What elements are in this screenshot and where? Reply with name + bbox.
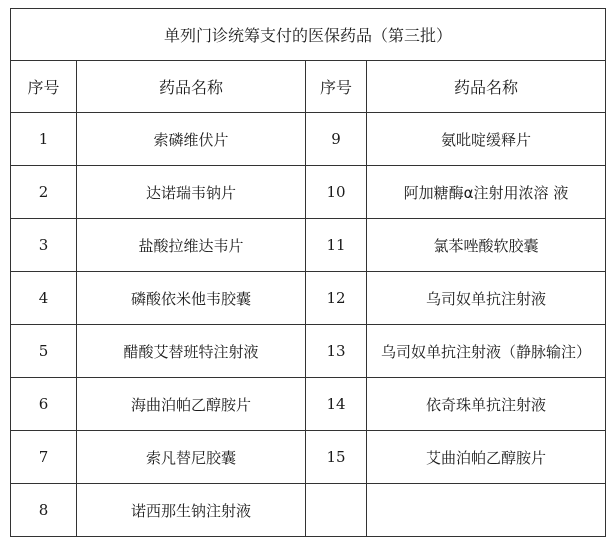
seq-cell-left: 4 xyxy=(11,272,77,325)
seq-cell-right: 12 xyxy=(306,272,367,325)
drug-name-cell-right xyxy=(367,484,606,537)
table-row xyxy=(11,166,606,219)
drug-name-cell-left: 索凡替尼胶囊 xyxy=(77,431,306,484)
drug-name-cell-right: 依奇珠单抗注射液 xyxy=(367,378,606,431)
seq-cell-left: 8 xyxy=(11,484,77,537)
seq-cell-left: 2 xyxy=(11,166,77,219)
seq-cell-left: 1 xyxy=(11,113,77,166)
table-title-row xyxy=(11,9,606,61)
column-header-drug-name-right: 药品名称 xyxy=(367,61,606,113)
drug-name-cell-right: 艾曲泊帕乙醇胺片 xyxy=(367,431,606,484)
seq-cell-right xyxy=(306,484,367,537)
seq-cell-left: 5 xyxy=(11,325,77,378)
table-title: 单列门诊统筹支付的医保药品（第三批） xyxy=(11,9,606,61)
seq-cell-right: 9 xyxy=(306,113,367,166)
drug-list-table xyxy=(10,8,606,537)
drug-name-cell-right: 氨吡啶缓释片 xyxy=(367,113,606,166)
drug-name-cell-right: 乌司奴单抗注射液（静脉输注） xyxy=(367,325,606,378)
seq-cell-right: 10 xyxy=(306,166,367,219)
table-row xyxy=(11,219,606,272)
drug-name-cell-right: 氯苯唑酸软胶囊 xyxy=(367,219,606,272)
seq-cell-right: 14 xyxy=(306,378,367,431)
drug-name-cell-left: 磷酸依米他韦胶囊 xyxy=(77,272,306,325)
table-row xyxy=(11,325,606,378)
column-header-seq-left: 序号 xyxy=(11,61,77,113)
drug-name-cell-left: 盐酸拉维达韦片 xyxy=(77,219,306,272)
drug-name-cell-right: 乌司奴单抗注射液 xyxy=(367,272,606,325)
drug-name-cell-left: 醋酸艾替班特注射液 xyxy=(77,325,306,378)
table-row xyxy=(11,378,606,431)
seq-cell-right: 13 xyxy=(306,325,367,378)
seq-cell-left: 6 xyxy=(11,378,77,431)
drug-name-cell-left: 索磷维伏片 xyxy=(77,113,306,166)
column-header-seq-right: 序号 xyxy=(306,61,367,113)
drug-name-cell-right: 阿加糖酶α注射用浓溶 液 xyxy=(367,166,606,219)
table-row xyxy=(11,113,606,166)
seq-cell-right: 15 xyxy=(306,431,367,484)
table-row xyxy=(11,431,606,484)
seq-cell-left: 3 xyxy=(11,219,77,272)
drug-name-cell-left: 诺西那生钠注射液 xyxy=(77,484,306,537)
drug-name-cell-left: 海曲泊帕乙醇胺片 xyxy=(77,378,306,431)
table-row xyxy=(11,484,606,537)
drug-name-cell-left: 达诺瑞韦钠片 xyxy=(77,166,306,219)
seq-cell-right: 11 xyxy=(306,219,367,272)
seq-cell-left: 7 xyxy=(11,431,77,484)
table-header-row xyxy=(11,61,606,113)
column-header-drug-name-left: 药品名称 xyxy=(77,61,306,113)
table-row xyxy=(11,272,606,325)
